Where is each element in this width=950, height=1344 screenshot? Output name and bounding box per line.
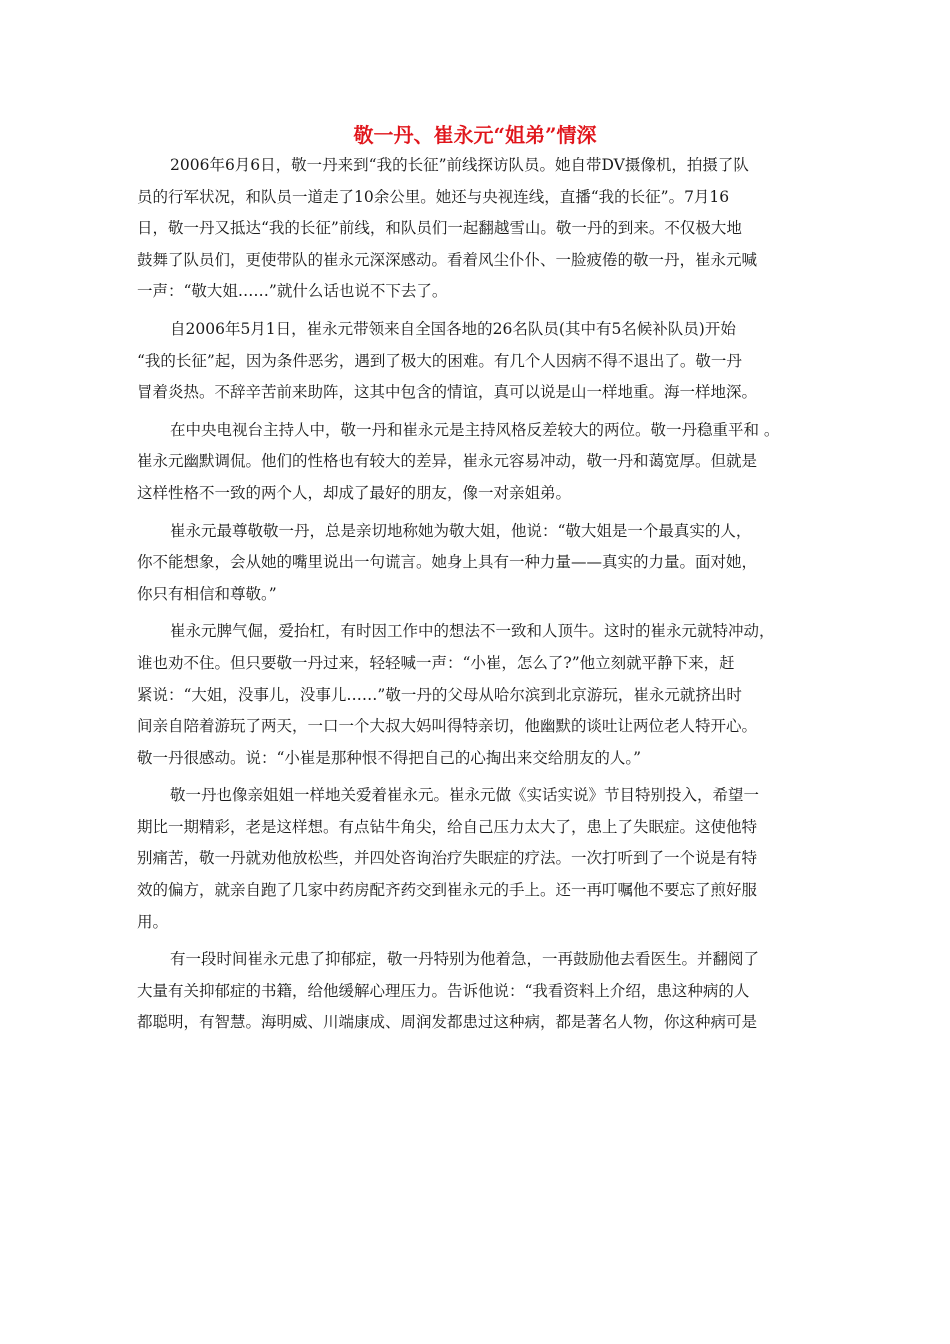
text-line: 员的行军状况，和队员一道走了10余公里。她还与央视连线，直播“我的长征”。7月16 xyxy=(137,187,730,206)
text-line: 用。 xyxy=(137,912,169,931)
text-line: 都聪明，有智慧。海明威、川端康成、周润发都患过这种病，都是著名人物，你这种病可是 xyxy=(137,1013,758,1032)
text-line: 崔永元脾气倔，爱抬杠，有时因工作中的想法不一致和人顶牛。这时的崔永元就特冲动， xyxy=(170,622,775,641)
text-line: 2006年6月6日，敬一丹来到“我的长征”前线探访队员。她自带DV摄像机，拍摄了队 xyxy=(170,156,749,174)
paragraph-1 xyxy=(137,150,813,308)
text-line: 大量有关抑郁症的书籍，给他缓解心理压力。告诉他说：“我看资料上介绍，患这种病的人 xyxy=(137,981,750,1000)
text-line: 一声：“敬大姐……”就什么话也说不下去了。 xyxy=(137,282,448,301)
article-body xyxy=(137,150,813,1045)
paragraph-7 xyxy=(137,944,813,1039)
text-line: 期比一期精彩，老是这样想。有点钻牛角尖，给自己压力太大了，患上了失眠症。这使他特 xyxy=(137,817,758,836)
text-line: 这样性格不一致的两个人，却成了最好的朋友，像一对亲姐弟。 xyxy=(137,483,572,502)
paragraph-6 xyxy=(137,780,813,938)
text-line: 敬一丹很感动。说：“小崔是那种恨不得把自己的心掏出来交给朋友的人。” xyxy=(137,748,642,767)
text-line: 紧说：“大姐，没事儿，没事儿……”敬一丹的父母从哈尔滨到北京游玩，崔永元就挤出时 xyxy=(137,685,742,704)
paragraph-4 xyxy=(137,516,813,611)
text-line: 谁也劝不住。但只要敬一丹过来，轻轻喊一声：“小崔，怎么了?”他立刻就平静下来，赶 xyxy=(137,653,735,672)
text-line: 别痛苦，敬一丹就劝他放松些，并四处咨询治疗失眠症的疗法。一次打听到了一个说是有特 xyxy=(137,849,758,868)
text-line: 效的偏方，就亲自跑了几家中药房配齐药交到崔永元的手上。还一再叮嘱他不要忘了煎好服 xyxy=(137,881,758,900)
text-line: 你只有相信和尊敬。” xyxy=(137,584,277,603)
article-title: 敬一丹、崔永元“姐弟”情深 xyxy=(353,123,597,147)
paragraph-5 xyxy=(137,616,813,774)
text-line: 日，敬一丹又抵达“我的长征”前线，和队员们一起翻越雪山。敬一丹的到来。不仅极大地 xyxy=(137,219,742,238)
text-line: “我的长征”起，因为条件恶劣，遇到了极大的困难。有几个人因病不得不退出了。敬一丹 xyxy=(137,351,742,370)
text-line: 冒着炎热。不辞辛苦前来助阵，这其中包含的情谊，真可以说是山一样地重。海一样地深。 xyxy=(137,383,758,402)
text-line: 崔永元最尊敬敬一丹，总是亲切地称她为敬大姐，他说：“敬大姐是一个最真实的人， xyxy=(170,521,752,540)
paragraph-3 xyxy=(137,415,813,510)
text-line: 鼓舞了队员们，更使带队的崔永元深深感动。看着风尘仆仆、一脸疲倦的敬一丹，崔永元喊 xyxy=(137,250,758,269)
text-line: 崔永元幽默调侃。他们的性格也有较大的差异，崔永元容易冲动，敬一丹和蔼宽厚。但就是 xyxy=(137,452,758,471)
paragraph-2 xyxy=(137,314,813,409)
text-line: 自2006年5月1日，崔永元带领来自全国各地的26名队员(其中有5名候补队员)开始 xyxy=(170,319,736,338)
text-line: 在中央电视台主持人中，敬一丹和崔永元是主持风格反差较大的两位。敬一丹稳重平和 。 xyxy=(170,420,780,439)
text-line: 你不能想象，会从她的嘴里说出一句谎言。她身上具有一种力量——真实的力量。面对她， xyxy=(137,553,758,572)
text-line: 敬一丹也像亲姐姐一样地关爱着崔永元。崔永元做《实话实说》节目特别投入，希望一 xyxy=(170,786,760,805)
text-line: 间亲自陪着游玩了两天，一口一个大叔大妈叫得特亲切，他幽默的谈吐让两位老人特开心。 xyxy=(137,717,758,736)
text-line: 有一段时间崔永元患了抑郁症，敬一丹特别为他着急，一再鼓励他去看医生。并翻阅了 xyxy=(170,950,760,969)
